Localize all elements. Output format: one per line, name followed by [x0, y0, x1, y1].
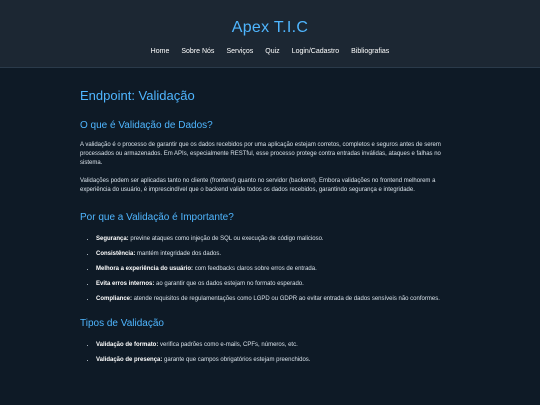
list-item-text: garante que campos obrigatórios estejam preenchidos.: [162, 357, 311, 363]
nav-servicos[interactable]: Serviços: [226, 48, 254, 55]
list-item: [96, 250, 460, 258]
list-item-text: verifica padrões como e-mails, CPFs, números, etc.: [158, 342, 298, 348]
list-item-label: Validação de presença:: [96, 357, 163, 363]
list-item-label: Evita erros internos:: [96, 281, 155, 287]
section-heading-types: Tipos de Validação: [80, 318, 164, 329]
importance-list: [80, 235, 460, 303]
main-content: [80, 67, 460, 371]
types-list: [80, 341, 460, 364]
section-heading-what-is: O que é Validação de Dados?: [80, 120, 213, 131]
list-item-label: Segurança:: [96, 236, 129, 242]
nav-bibliografias[interactable]: Bibliografias: [351, 48, 390, 55]
list-item: [96, 356, 460, 364]
list-item-label: Consistência:: [96, 251, 136, 257]
nav-home[interactable]: Home: [150, 48, 170, 55]
paragraph-definition: A validação é o processo de garantir que os dados recebidos por uma aplicação estejam corretos, completos e seguros antes de serem processados ou armazenados. Em APIs, especialmente RESTful, esse processo protege contra entradas inválidas, ataques e falhas no sistema.: [80, 142, 441, 166]
section-heading-importance: Por que a Validação é Importante?: [80, 212, 234, 223]
list-item: [96, 235, 460, 243]
nav-quiz[interactable]: Quiz: [265, 48, 280, 55]
list-item: [96, 295, 460, 303]
list-item-text: ao garantir que os dados estejam no formato esperado.: [154, 281, 304, 287]
list-item: [96, 341, 460, 349]
site-title: Apex T.I.C: [231, 19, 309, 36]
list-item-text: mantém integridade dos dados.: [135, 251, 222, 257]
main-nav: [0, 48, 540, 55]
list-item-label: Validação de formato:: [96, 342, 159, 348]
page-title: Endpoint: Validação: [80, 88, 195, 103]
list-item-label: Melhora a experiência do usuário:: [96, 266, 194, 272]
site-header: [0, 0, 540, 68]
paragraph-client-server: Validações podem ser aplicadas tanto no cliente (frontend) quanto no servidor (backend). Embora validações no frontend melhorem a experiência do usuário, é imprescindível que o backend valide todos os dados recebidos, garantindo segurança e integridade.: [80, 178, 436, 193]
list-item-text: atende requisitos de regulamentações como LGPD ou GDPR ao evitar entrada de dados sensíveis não conformes.: [132, 296, 440, 302]
list-item: [96, 265, 460, 273]
list-item: [96, 280, 460, 288]
list-item-text: previne ataques como injeção de SQL ou execução de código malicioso.: [128, 236, 324, 242]
list-item-label: Compliance:: [96, 296, 133, 302]
list-item-text: com feedbacks claros sobre erros de entrada.: [193, 266, 317, 272]
nav-login-cadastro[interactable]: Login/Cadastro: [291, 48, 340, 55]
nav-sobre-nos[interactable]: Sobre Nós: [181, 48, 215, 55]
